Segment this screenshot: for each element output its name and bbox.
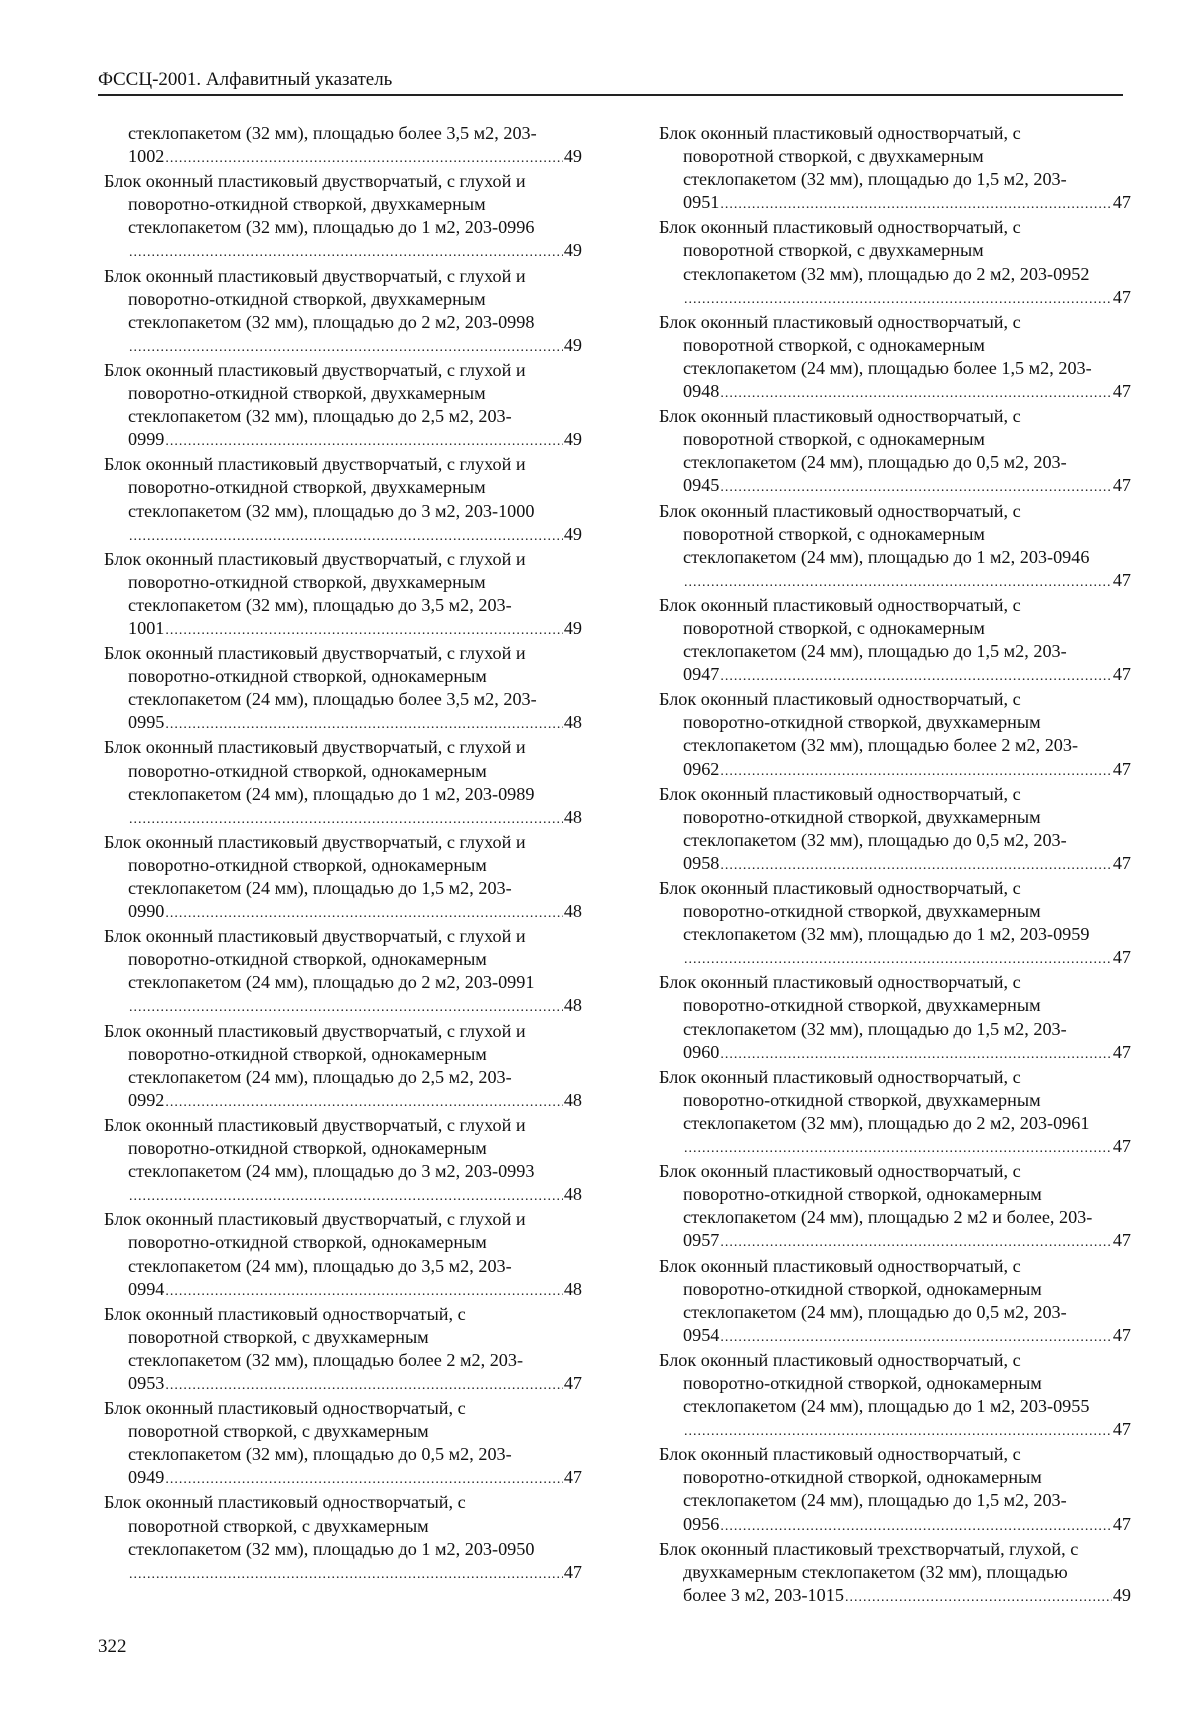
entry-page-number: 48 bbox=[563, 806, 582, 827]
entry-title-line: Блок оконный пластиковый двустворчатый, с глухой и bbox=[104, 454, 526, 475]
entry-continuation-line: стеклопакетом (24 мм), площадью до 1 м2, 203-0989 bbox=[128, 783, 535, 804]
dot-leader bbox=[720, 382, 1111, 405]
entry-continuation-line: стеклопакетом (24 мм), площадью до 1,5 м2, 203- bbox=[128, 878, 512, 898]
index-entry bbox=[659, 216, 1131, 310]
entry-page-reference bbox=[104, 1183, 582, 1208]
entry-title-line: Блок оконный пластиковый одностворчатый, с bbox=[104, 1398, 466, 1419]
dot-leader bbox=[129, 241, 563, 264]
index-entry bbox=[104, 1020, 582, 1114]
entry-page-number: 47 bbox=[1112, 569, 1131, 590]
index-entry bbox=[104, 642, 582, 736]
dot-leader bbox=[684, 571, 1112, 594]
entry-title-line: Блок оконный пластиковый одностворчатый, с bbox=[659, 1066, 1021, 1087]
entry-title-line: Блок оконный пластиковый одностворчатый, с bbox=[659, 1161, 1021, 1182]
index-entry bbox=[104, 548, 582, 642]
entry-continuation-line: стеклопакетом (32 мм), площадью до 1 м2, 203-0950 bbox=[128, 1538, 535, 1559]
index-entry bbox=[104, 359, 582, 453]
entry-title-line: Блок оконный пластиковый двустворчатый, с глухой и bbox=[104, 265, 526, 286]
entry-continuation-line: поворотно-откидной створкой, однокамерным bbox=[128, 854, 487, 875]
entry-continuation-line: стеклопакетом (32 мм), площадью до 1,5 м2, 203- bbox=[683, 169, 1067, 190]
entry-continuation-line: поворотной створкой, с однокамерным bbox=[683, 334, 985, 355]
dot-leader bbox=[720, 1326, 1111, 1349]
entry-continuation-line: стеклопакетом (32 мм), площадью до 3,5 м2, 203- bbox=[128, 594, 512, 615]
entry-page-reference bbox=[104, 711, 582, 736]
entry-continuation-line: стеклопакетом (24 мм), площадью до 0,5 м2, 203- bbox=[683, 1301, 1067, 1322]
entry-continuation-line: стеклопакетом (24 мм), площадью более 1,5 м2, 203- bbox=[683, 357, 1092, 378]
entry-title-line: Блок оконный пластиковый одностворчатый, с bbox=[659, 217, 1021, 238]
entry-page-number: 48 bbox=[563, 901, 582, 922]
dot-leader bbox=[720, 1043, 1111, 1066]
entry-title-line: Блок оконный пластиковый двустворчатый, с глухой и bbox=[104, 831, 526, 852]
index-entry bbox=[659, 405, 1131, 499]
dot-leader bbox=[720, 1515, 1111, 1538]
entry-continuation-line: стеклопакетом (32 мм), площадью до 2 м2, 203-0961 bbox=[683, 1112, 1090, 1133]
entry-continuation-line: поворотно-откидной створкой, двухкамерным bbox=[128, 288, 486, 309]
header-title: ФССЦ-2001. Алфавитный указатель bbox=[98, 69, 393, 90]
entry-code: более 3 м2, 203-1015 bbox=[683, 1584, 844, 1605]
entry-continuation-line: стеклопакетом (32 мм), площадью до 1 м2, 203-0959 bbox=[683, 924, 1090, 945]
dot-leader bbox=[129, 1185, 563, 1208]
entry-code: 0949 bbox=[128, 1467, 165, 1488]
entry-continuation-line: стеклопакетом (24 мм), площадью более 3,5 м2, 203- bbox=[128, 689, 537, 710]
index-entry bbox=[104, 1397, 582, 1491]
dot-leader bbox=[165, 1468, 562, 1491]
dot-leader bbox=[129, 1563, 563, 1586]
entry-page-number: 49 bbox=[563, 334, 582, 355]
entry-code: 0957 bbox=[683, 1230, 720, 1251]
entry-title-line: Блок оконный пластиковый двустворчатый, с глухой и bbox=[104, 1020, 526, 1041]
entry-page-reference bbox=[659, 569, 1131, 594]
dot-leader bbox=[165, 902, 562, 925]
dot-leader bbox=[165, 619, 562, 642]
dot-leader bbox=[129, 808, 563, 831]
entry-title-line: Блок оконный пластиковый одностворчатый, с bbox=[659, 972, 1021, 993]
entry-page-reference bbox=[659, 1584, 1131, 1609]
entry-continuation-line: поворотно-откидной створкой, двухкамерным bbox=[128, 194, 486, 215]
entry-code: 0945 bbox=[683, 475, 720, 496]
index-entry bbox=[104, 1491, 582, 1585]
entry-continuation-line: стеклопакетом (32 мм), площадью до 2 м2, 203-0952 bbox=[683, 263, 1090, 284]
entry-page-number: 49 bbox=[1112, 1584, 1131, 1605]
dot-leader bbox=[720, 1231, 1111, 1254]
entry-continuation-line: стеклопакетом (32 мм), площадью более 2 м2, 203- bbox=[128, 1349, 524, 1370]
entry-code: 0948 bbox=[683, 381, 720, 402]
entry-title-line: Блок оконный пластиковый одностворчатый, с bbox=[659, 594, 1021, 615]
index-entry bbox=[659, 594, 1131, 688]
entry-title-line: Блок оконный пластиковый одностворчатый, с bbox=[659, 783, 1021, 804]
entry-continuation-line: стеклопакетом (32 мм), площадью до 2 м2, 203-0998 bbox=[128, 311, 535, 332]
entry-continuation-line: стеклопакетом (24 мм), площадью 2 м2 и более, 203- bbox=[683, 1207, 1093, 1228]
entry-page-reference bbox=[659, 380, 1131, 405]
entry-page-reference bbox=[104, 617, 582, 642]
entry-continuation-line: поворотно-откидной створкой, двухкамерным bbox=[683, 712, 1041, 733]
index-column-right bbox=[659, 122, 1131, 1609]
entry-page-number: 47 bbox=[1112, 758, 1131, 779]
entry-title-line: Блок оконный пластиковый двустворчатый, с глухой и bbox=[104, 926, 526, 947]
entry-code: 0947 bbox=[683, 664, 720, 685]
entry-continuation-line: поворотной створкой, с однокамерным bbox=[683, 523, 985, 544]
entry-page-number: 47 bbox=[1112, 1419, 1131, 1440]
entry-code: 0990 bbox=[128, 901, 165, 922]
entry-continuation-line: стеклопакетом (24 мм), площадью до 1 м2, 203-0955 bbox=[683, 1396, 1090, 1417]
entry-continuation-line: стеклопакетом (24 мм), площадью до 2 м2, 203-0991 bbox=[128, 972, 535, 993]
entry-page-reference bbox=[659, 663, 1131, 688]
entry-page-number: 47 bbox=[1112, 947, 1131, 968]
index-entry bbox=[659, 1349, 1131, 1443]
index-entry bbox=[104, 925, 582, 1019]
index-entry bbox=[104, 736, 582, 830]
entry-continuation-line: поворотно-откидной створкой, двухкамерным bbox=[683, 806, 1041, 827]
entry-continuation-line: поворотно-откидной створкой, двухкамерным bbox=[683, 995, 1041, 1016]
entry-page-number: 47 bbox=[1112, 1513, 1131, 1534]
dot-leader bbox=[129, 996, 563, 1019]
entry-page-number: 49 bbox=[563, 523, 582, 544]
entry-continuation-line: поворотно-откидной створкой, однокамерным bbox=[128, 1138, 487, 1159]
entry-continuation-line: поворотно-откидной створкой, однокамерным bbox=[128, 1232, 487, 1253]
entry-page-number: 47 bbox=[1112, 664, 1131, 685]
entry-page-reference bbox=[104, 239, 582, 264]
entry-continuation-line: двухкамерным стеклопакетом (32 мм), площадью bbox=[683, 1561, 1068, 1582]
entry-continuation-line: стеклопакетом (32 мм), площадью до 0,5 м2, 203- bbox=[683, 829, 1067, 850]
index-entry bbox=[104, 1303, 582, 1397]
page-header bbox=[98, 68, 1123, 96]
entry-page-reference bbox=[104, 1089, 582, 1114]
entry-continuation-line: поворотно-откидной створкой, однокамерным bbox=[683, 1372, 1042, 1393]
entry-page-number: 48 bbox=[563, 995, 582, 1016]
entry-page-reference bbox=[104, 806, 582, 831]
entry-continuation-line: поворотно-откидной створкой, двухкамерным bbox=[128, 383, 486, 404]
entry-continuation-line: стеклопакетом (24 мм), площадью до 1,5 м2, 203- bbox=[683, 641, 1067, 662]
entry-title-line: Блок оконный пластиковый двустворчатый, с глухой и bbox=[104, 1209, 526, 1230]
index-column-left bbox=[104, 122, 582, 1586]
entry-continuation-line: стеклопакетом (24 мм), площадью до 3 м2, 203-0993 bbox=[128, 1161, 535, 1182]
entry-continuation-line: поворотно-откидной створкой, однокамерным bbox=[128, 760, 487, 781]
entry-title-line: Блок оконный пластиковый двустворчатый, с глухой и bbox=[104, 737, 526, 758]
dot-leader bbox=[684, 948, 1112, 971]
index-entry bbox=[659, 1066, 1131, 1160]
dot-leader bbox=[720, 665, 1111, 688]
entry-page-number: 47 bbox=[1112, 1230, 1131, 1251]
entry-title-line: Блок оконный пластиковый одностворчатый, с bbox=[659, 878, 1021, 898]
entry-continuation-line: поворотной створкой, с двухкамерным bbox=[683, 240, 984, 261]
entry-continuation-line: стеклопакетом (32 мм), площадью до 3 м2, 203-1000 bbox=[128, 500, 535, 521]
entry-title-line: Блок оконный пластиковый одностворчатый, с bbox=[659, 123, 1021, 143]
entry-continuation-line: стеклопакетом (24 мм), площадью до 1,5 м2, 203- bbox=[683, 1490, 1067, 1511]
entry-page-number: 49 bbox=[563, 146, 582, 167]
index-entry bbox=[659, 1538, 1131, 1609]
entry-title-line: Блок оконный пластиковый двустворчатый, с глухой и bbox=[104, 359, 526, 380]
index-entry bbox=[104, 170, 582, 264]
index-entry bbox=[659, 122, 1131, 216]
entry-code: 1001 bbox=[128, 617, 165, 638]
entry-page-reference bbox=[659, 1041, 1131, 1066]
entry-page-reference bbox=[104, 900, 582, 925]
index-entry bbox=[659, 688, 1131, 782]
entry-page-reference bbox=[104, 1466, 582, 1491]
entry-page-reference bbox=[659, 191, 1131, 216]
index-entry bbox=[659, 500, 1131, 594]
entry-continuation-line: поворотно-откидной створкой, однокамерным bbox=[128, 666, 487, 687]
index-entry bbox=[659, 783, 1131, 877]
dot-leader bbox=[165, 1091, 562, 1114]
entry-page-number: 47 bbox=[1112, 286, 1131, 307]
page-number: 322 bbox=[98, 1636, 127, 1657]
entry-page-reference bbox=[659, 758, 1131, 783]
index-entry bbox=[659, 311, 1131, 405]
dot-leader bbox=[165, 713, 562, 736]
entry-page-reference bbox=[659, 1513, 1131, 1538]
entry-page-number: 47 bbox=[563, 1467, 582, 1488]
entry-page-number: 49 bbox=[563, 617, 582, 638]
entry-page-number: 47 bbox=[1112, 192, 1131, 213]
dot-leader bbox=[720, 854, 1111, 877]
dot-leader bbox=[720, 760, 1111, 783]
entry-continuation-line: стеклопакетом (32 мм), площадью до 2,5 м2, 203- bbox=[128, 406, 512, 427]
index-entry bbox=[104, 831, 582, 925]
entry-page-number: 47 bbox=[1112, 1136, 1131, 1157]
entry-continuation-line: поворотно-откидной створкой, однокамерным bbox=[683, 1184, 1042, 1205]
entry-continuation-line: стеклопакетом (24 мм), площадью до 0,5 м2, 203- bbox=[683, 452, 1067, 473]
entry-continuation-line: поворотной створкой, с двухкамерным bbox=[128, 1421, 429, 1442]
entry-page-number: 49 bbox=[563, 429, 582, 450]
dot-leader bbox=[720, 193, 1111, 216]
entry-page-reference bbox=[659, 1135, 1131, 1160]
entry-page-number: 47 bbox=[1112, 852, 1131, 873]
entry-page-number: 47 bbox=[1112, 1041, 1131, 1062]
dot-leader bbox=[684, 1420, 1112, 1443]
entry-page-number: 48 bbox=[563, 712, 582, 733]
entry-title-line: Блок оконный пластиковый одностворчатый, с bbox=[659, 311, 1021, 332]
entry-page-reference bbox=[104, 145, 582, 170]
entry-code: 1002 bbox=[128, 146, 165, 167]
entry-title-line: Блок оконный пластиковый одностворчатый, с bbox=[659, 406, 1021, 427]
dot-leader bbox=[129, 525, 563, 548]
entry-page-number: 49 bbox=[563, 240, 582, 261]
entry-page-reference bbox=[659, 286, 1131, 311]
entry-code: 0954 bbox=[683, 1324, 720, 1345]
entry-page-reference bbox=[659, 1324, 1131, 1349]
entry-page-number: 48 bbox=[563, 1089, 582, 1110]
entry-code: 0995 bbox=[128, 712, 165, 733]
entry-code: 0962 bbox=[683, 758, 720, 779]
entry-code: 0956 bbox=[683, 1513, 720, 1534]
entry-continuation-line: стеклопакетом (24 мм), площадью до 1 м2, 203-0946 bbox=[683, 546, 1090, 567]
entry-title-line: Блок оконный пластиковый трехстворчатый, глухой, с bbox=[659, 1538, 1079, 1559]
entry-page-reference bbox=[104, 523, 582, 548]
entry-page-reference bbox=[659, 1418, 1131, 1443]
entry-code: 0960 bbox=[683, 1041, 720, 1062]
entry-title-line: Блок оконный пластиковый одностворчатый, с bbox=[104, 1492, 466, 1513]
entry-page-number: 48 bbox=[563, 1184, 582, 1205]
entry-continuation-line: поворотно-откидной створкой, двухкамерным bbox=[128, 477, 486, 498]
entry-page-number: 47 bbox=[1112, 475, 1131, 496]
entry-title-line: Блок оконный пластиковый одностворчатый, с bbox=[659, 1444, 1021, 1465]
entry-continuation-line: поворотно-откидной створкой, однокамерным bbox=[683, 1278, 1042, 1299]
entry-continuation-line: поворотно-откидной створкой, двухкамерным bbox=[128, 571, 486, 592]
entry-continuation-line: поворотной створкой, с двухкамерным bbox=[128, 1515, 429, 1536]
entry-title-line: Блок оконный пластиковый одностворчатый, с bbox=[659, 500, 1021, 521]
entry-continuation-line: поворотной створкой, с двухкамерным bbox=[128, 1326, 429, 1347]
entry-continuation-line: стеклопакетом (32 мм), площадью до 1 м2, 203-0996 bbox=[128, 217, 535, 238]
entry-continuation-line: поворотно-откидной створкой, однокамерным bbox=[128, 1043, 487, 1064]
index-entry bbox=[104, 453, 582, 547]
entry-code: 0994 bbox=[128, 1278, 165, 1299]
entry-continuation-line: поворотно-откидной створкой, однокамерным bbox=[683, 1467, 1042, 1488]
dot-leader bbox=[684, 288, 1112, 311]
entry-title-line: Блок оконный пластиковый одностворчатый, с bbox=[659, 1349, 1021, 1370]
entry-continuation-line: поворотно-откидной створкой, двухкамерным bbox=[683, 1089, 1041, 1110]
entry-continuation-line: поворотной створкой, с двухкамерным bbox=[683, 146, 984, 167]
entry-title-line: Блок оконный пластиковый одностворчатый, с bbox=[659, 689, 1021, 710]
entry-continuation-line: поворотно-откидной створкой, однокамерным bbox=[128, 949, 487, 970]
entry-page-reference bbox=[104, 994, 582, 1019]
index-entry bbox=[104, 1114, 582, 1208]
entry-title-line: Блок оконный пластиковый двустворчатый, с глухой и bbox=[104, 1114, 526, 1135]
dot-leader bbox=[165, 147, 562, 170]
entry-continuation-line: стеклопакетом (32 мм), площадью до 0,5 м2, 203- bbox=[128, 1444, 512, 1465]
entry-page-reference bbox=[659, 852, 1131, 877]
entry-page-reference bbox=[104, 1278, 582, 1303]
index-entry bbox=[104, 122, 582, 170]
index-entry bbox=[659, 1160, 1131, 1254]
index-entry bbox=[104, 265, 582, 359]
entry-continuation-line: поворотной створкой, с однокамерным bbox=[683, 617, 985, 638]
entry-continuation-line: поворотной створкой, с однокамерным bbox=[683, 429, 985, 450]
dot-leader bbox=[845, 1586, 1112, 1609]
entry-page-number: 47 bbox=[563, 1372, 582, 1393]
entry-title-line: Блок оконный пластиковый одностворчатый, с bbox=[104, 1303, 466, 1324]
entry-page-number: 48 bbox=[563, 1278, 582, 1299]
dot-leader bbox=[165, 430, 562, 453]
dot-leader bbox=[165, 1280, 562, 1303]
entry-page-reference bbox=[104, 428, 582, 453]
entry-continuation-line: стеклопакетом (24 мм), площадью до 3,5 м2, 203- bbox=[128, 1255, 512, 1276]
entry-page-reference bbox=[104, 334, 582, 359]
entry-code: 0958 bbox=[683, 852, 720, 873]
index-entry bbox=[659, 971, 1131, 1065]
entry-title-line: Блок оконный пластиковый двустворчатый, с глухой и bbox=[104, 548, 526, 569]
dot-leader bbox=[684, 1137, 1112, 1160]
entry-page-number: 47 bbox=[563, 1561, 582, 1582]
entry-page-reference bbox=[659, 474, 1131, 499]
entry-code: 0999 bbox=[128, 429, 165, 450]
entry-title-line: Блок оконный пластиковый одностворчатый, с bbox=[659, 1255, 1021, 1276]
index-entry bbox=[659, 877, 1131, 971]
dot-leader bbox=[129, 336, 563, 359]
entry-page-reference bbox=[659, 1229, 1131, 1254]
entry-continuation-line: стеклопакетом (24 мм), площадью до 2,5 м2, 203- bbox=[128, 1066, 512, 1087]
entry-page-reference bbox=[104, 1372, 582, 1397]
index-entry bbox=[659, 1255, 1131, 1349]
entry-title-line: Блок оконный пластиковый двустворчатый, с глухой и bbox=[104, 643, 526, 664]
entry-code: 0992 bbox=[128, 1089, 165, 1110]
entry-continuation-line: поворотно-откидной створкой, двухкамерным bbox=[683, 901, 1041, 922]
entry-page-reference bbox=[104, 1561, 582, 1586]
dot-leader bbox=[165, 1374, 562, 1397]
entry-page-number: 47 bbox=[1112, 1324, 1131, 1345]
dot-leader bbox=[720, 476, 1111, 499]
entry-code: 0953 bbox=[128, 1372, 165, 1393]
index-entry bbox=[659, 1443, 1131, 1537]
entry-page-number: 47 bbox=[1112, 381, 1131, 402]
entry-continuation-line: стеклопакетом (32 мм), площадью до 1,5 м2, 203- bbox=[683, 1018, 1067, 1039]
entry-continuation-line: стеклопакетом (32 мм), площадью более 2 м2, 203- bbox=[683, 735, 1079, 756]
entry-continuation-line: стеклопакетом (32 мм), площадью более 3,5 м2, 203- bbox=[128, 123, 537, 143]
entry-title-line: Блок оконный пластиковый двустворчатый, с глухой и bbox=[104, 171, 526, 192]
entry-code: 0951 bbox=[683, 192, 720, 213]
index-entry bbox=[104, 1208, 582, 1302]
entry-page-reference bbox=[659, 946, 1131, 971]
